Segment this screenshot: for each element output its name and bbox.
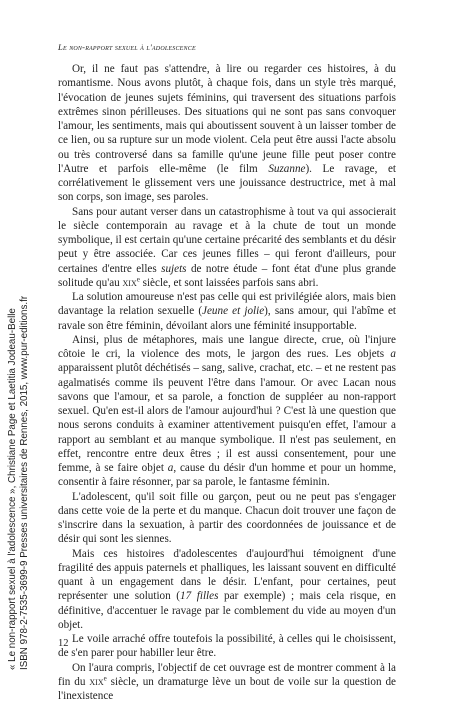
text-run: e (104, 674, 107, 682)
text-run: Ainsi, plus de métaphores, mais une langue directe, crue, où l'injure côtoie le cri, la violence des mots, le jargon des rues. Les objets (58, 334, 396, 360)
text-run: apparaissent plutôt déchétisés – sang, salive, crachat, etc. – et ne restent pas agalmatisés comme ils peuvent l'être dans l'amour. Or avec Lacan nous savons que l'amour, et sa parole, a fonction de suppléer au non-rapport sexuel. Qu'en est-il alors de l'amour aujourd'hui ? C'est là une question que nous serons conduits à examiner attentivement puisqu'en effet, l'amour a rapport au semblant et au manque symbolique. Il n'est pas seulement, en effet, rencontre entre deux êtres ; il est aussi consentement, pour une femme, à se faire objet (58, 362, 396, 474)
text-run: siècle, et sont laissées parfois sans abri. (140, 277, 319, 289)
text-run: Suzanne (268, 163, 305, 175)
text-run: de notre étude – font état d'une plus grande solitude qu'au (58, 263, 396, 289)
paragraph (58, 62, 396, 205)
side-credit-line-1: « Le non-rapport sexuel à l'adolescence », Christiane Page et Laetitia Jodeau-Belle (7, 250, 19, 670)
text-run: ). Le ravage, et corrélativement le glissement vers une jouissance destructrice, met à mal son corps, son image, ses paroles. (58, 163, 396, 204)
text-run: Le voile arraché offre toutefois la possibilité, à celles qui le choisissent, de s'en parer pour habiller leur être. (58, 633, 396, 659)
side-credit-line-2: ISBN 978-2-7535-3699-9 Presses universitaires de Rennes, 2015, www.pur-editions.fr (19, 250, 31, 670)
text-run: a (168, 462, 174, 474)
text-run: sujets (161, 263, 186, 275)
text-run: ), sans amour, qui l'abîme et ravale son être féminin, dévoilant alors une féminité insupportable. (58, 305, 396, 331)
text-run: Jeune et jolie (202, 305, 264, 317)
text-run: par exemple) ; mais cela risque, en définitive, d'accentuer le ravage par le comblement du vide au moyen d'un objet. (58, 590, 396, 631)
side-credit (7, 250, 30, 670)
page-number: 12 (58, 638, 69, 649)
text-run: e (137, 275, 140, 283)
paragraph (58, 547, 396, 633)
running-header (58, 42, 196, 52)
text-run: Sans pour autant verser dans un catastrophisme à tout va qui associerait le siècle contemporain au ravage et à la chute de tout un monde symbolique, il est certain qu'une certaine précarité des semblants et du désir peut y être associée. Car ces jeunes filles – qui feront d'ailleurs, pour certaines d'entre elles (58, 206, 396, 275)
paragraph (58, 632, 396, 661)
text-run: Or, il ne faut pas s'attendre, à lire ou regarder ces histoires, à du romantisme. Nous avons plutôt, à chaque fois, dans un style très marqué, l'évocation de jeunes sujets féminins, qui traversent des situations parfois extrêmes sinon périlleuses. Des situations qui ne sont pas sans convoquer l'amour, les sentiments, mais qui aboutissent souvent à un laisser tomber de ce lien, ou sa rupture sur un mode violent. Cela peut être aussi l'acte absolu ou très controversé dans sa famille qu'une jeune fille peut poser contre l'Autre et parfois elle-même (le film (58, 63, 396, 175)
body-text (58, 62, 396, 703)
paragraph (58, 661, 396, 703)
text-run: a (390, 348, 396, 360)
paragraph (58, 333, 396, 490)
paragraph (58, 490, 396, 547)
text-run: , cause du désir d'un homme et pour un homme, consentir à faire résonner, par sa parole, le fantasme féminin. (58, 462, 396, 488)
text-run: L'adolescent, qu'il soit fille ou garçon, peut ou ne peut pas s'engager dans cette voie de la perte et du manque. Chacun doit trouver une façon de s'inscrire dans la sexuation, à partir des coordonnées de jouissance et de désir qui sont les siennes. (58, 491, 396, 546)
text-run: 17 filles (180, 590, 218, 602)
running-title: Le non-rapport sexuel à l'adolescence (58, 42, 196, 52)
text-run: xix (89, 676, 103, 688)
text-run: On l'aura compris, l'objectif de cet ouvrage est de montrer comment à la fin du (58, 662, 396, 688)
text-run: La solution amoureuse n'est pas celle qui est privilégiée alors, mais bien davantage la relation sexuelle ( (58, 291, 396, 317)
paragraph (58, 205, 396, 291)
paragraph (58, 290, 396, 333)
text-run: siècle, un dramaturge lève un bout de voile sur la question de l'inexistence (58, 676, 396, 702)
text-run: xix (123, 277, 137, 289)
text-run: Mais ces histoires d'adolescentes d'aujourd'hui témoignent d'une fragilité des appuis paternels et phalliques, les laissant souvent en difficulté quant à un engagement dans le désir. L'enfant, pour certaines, peut représenter une solution ( (58, 548, 396, 603)
